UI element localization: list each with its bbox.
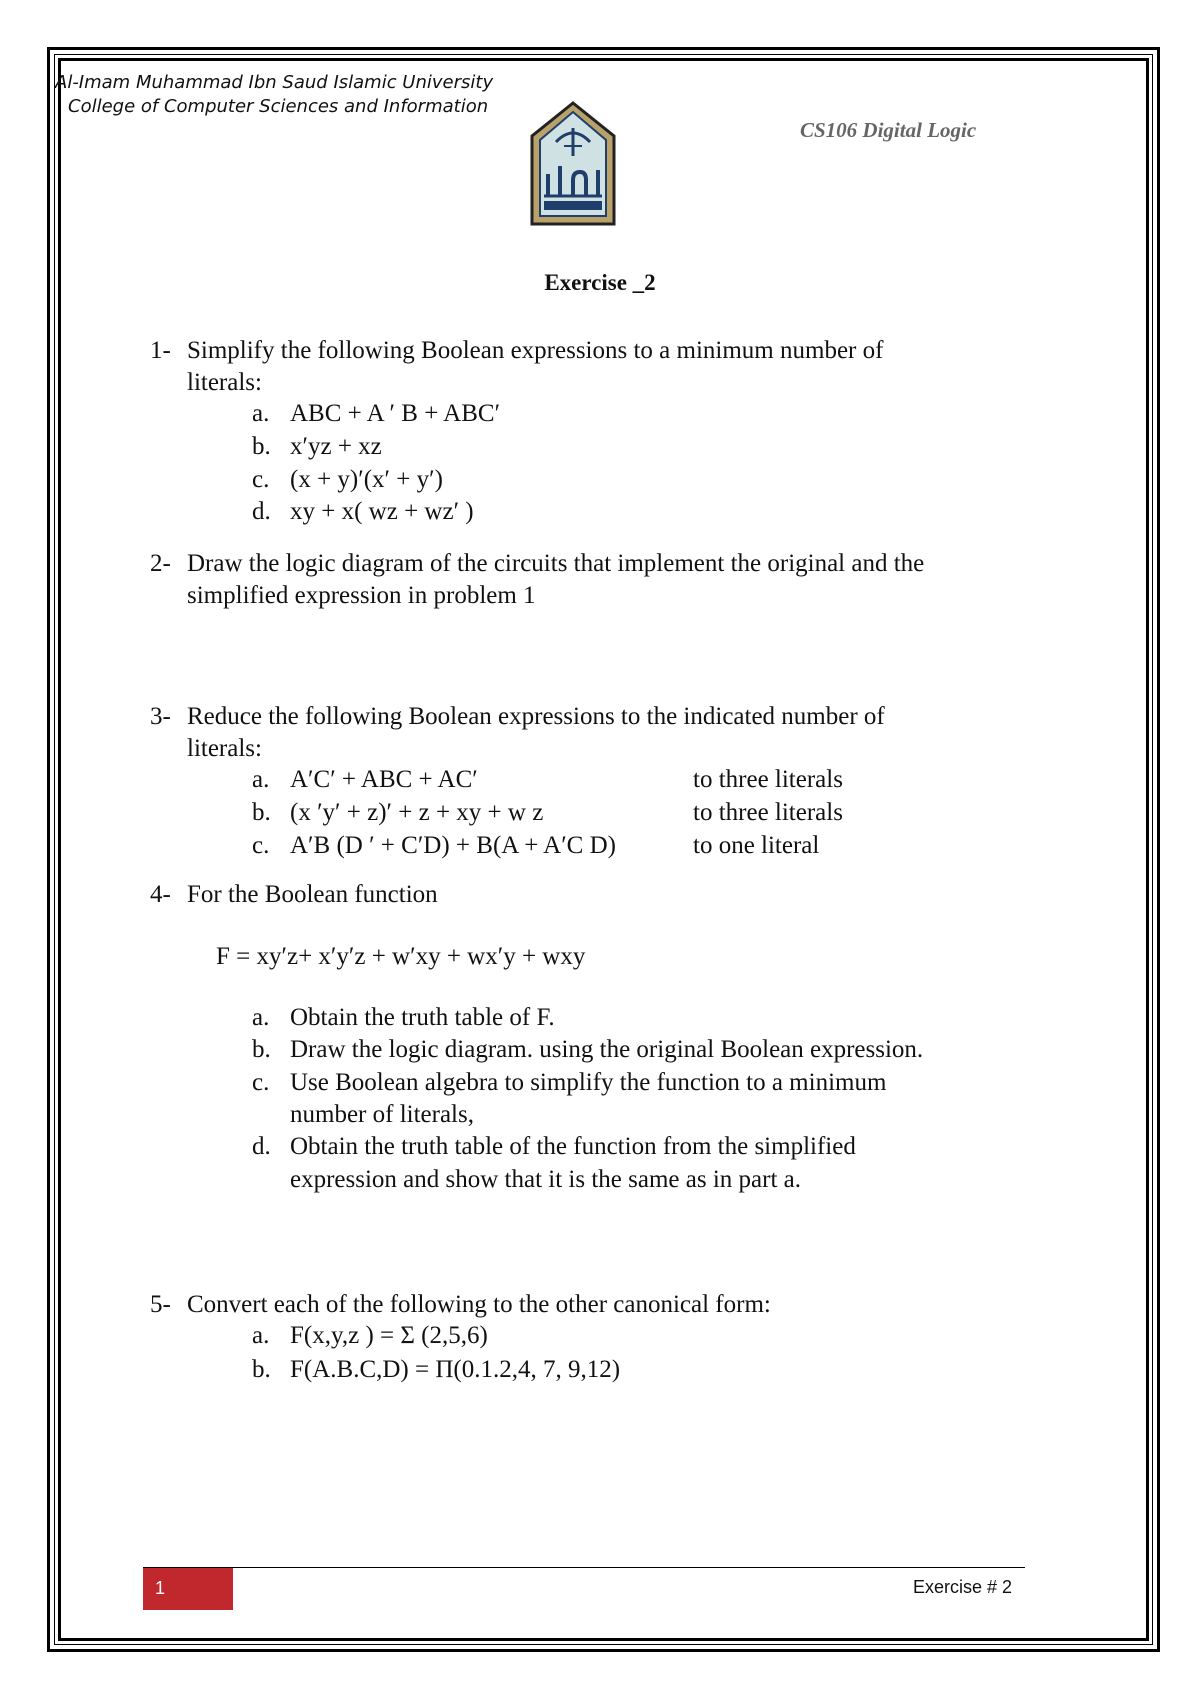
- footer-label: Exercise # 2: [912, 1577, 1012, 1597]
- college-name: College of Computer Sciences and Information: [68, 96, 489, 117]
- question-5-text: Convert each of the following to the other canonical form:: [187, 1291, 771, 1318]
- question-2-number: 2-: [150, 550, 171, 577]
- exercise-title: Exercise _2: [544, 270, 656, 295]
- university-logo: [528, 100, 618, 230]
- question-3-text: Reduce the following Boolean expressions to the indicated number of: [187, 703, 885, 730]
- question-2-text: Draw the logic diagram of the circuits that implement the original and the: [187, 550, 925, 577]
- question-4-text: For the Boolean function: [187, 881, 438, 908]
- question-1-text: Simplify the following Boolean expressions to a minimum number of: [187, 337, 884, 364]
- course-title: CS106 Digital Logic: [800, 118, 977, 142]
- question-4-number: 4-: [150, 881, 171, 908]
- footer-divider: [143, 1567, 1025, 1568]
- university-name: Al-Imam Muhammad Ibn Saud Islamic University: [55, 72, 494, 93]
- question-1-number: 1-: [150, 337, 171, 364]
- question-5-number: 5-: [150, 1291, 171, 1318]
- question-3-number: 3-: [150, 703, 171, 730]
- boolean-function: F = xy′z+ x′y′z + w′xy + wx′y + wxy: [216, 943, 586, 970]
- page-number: 1: [143, 1568, 233, 1610]
